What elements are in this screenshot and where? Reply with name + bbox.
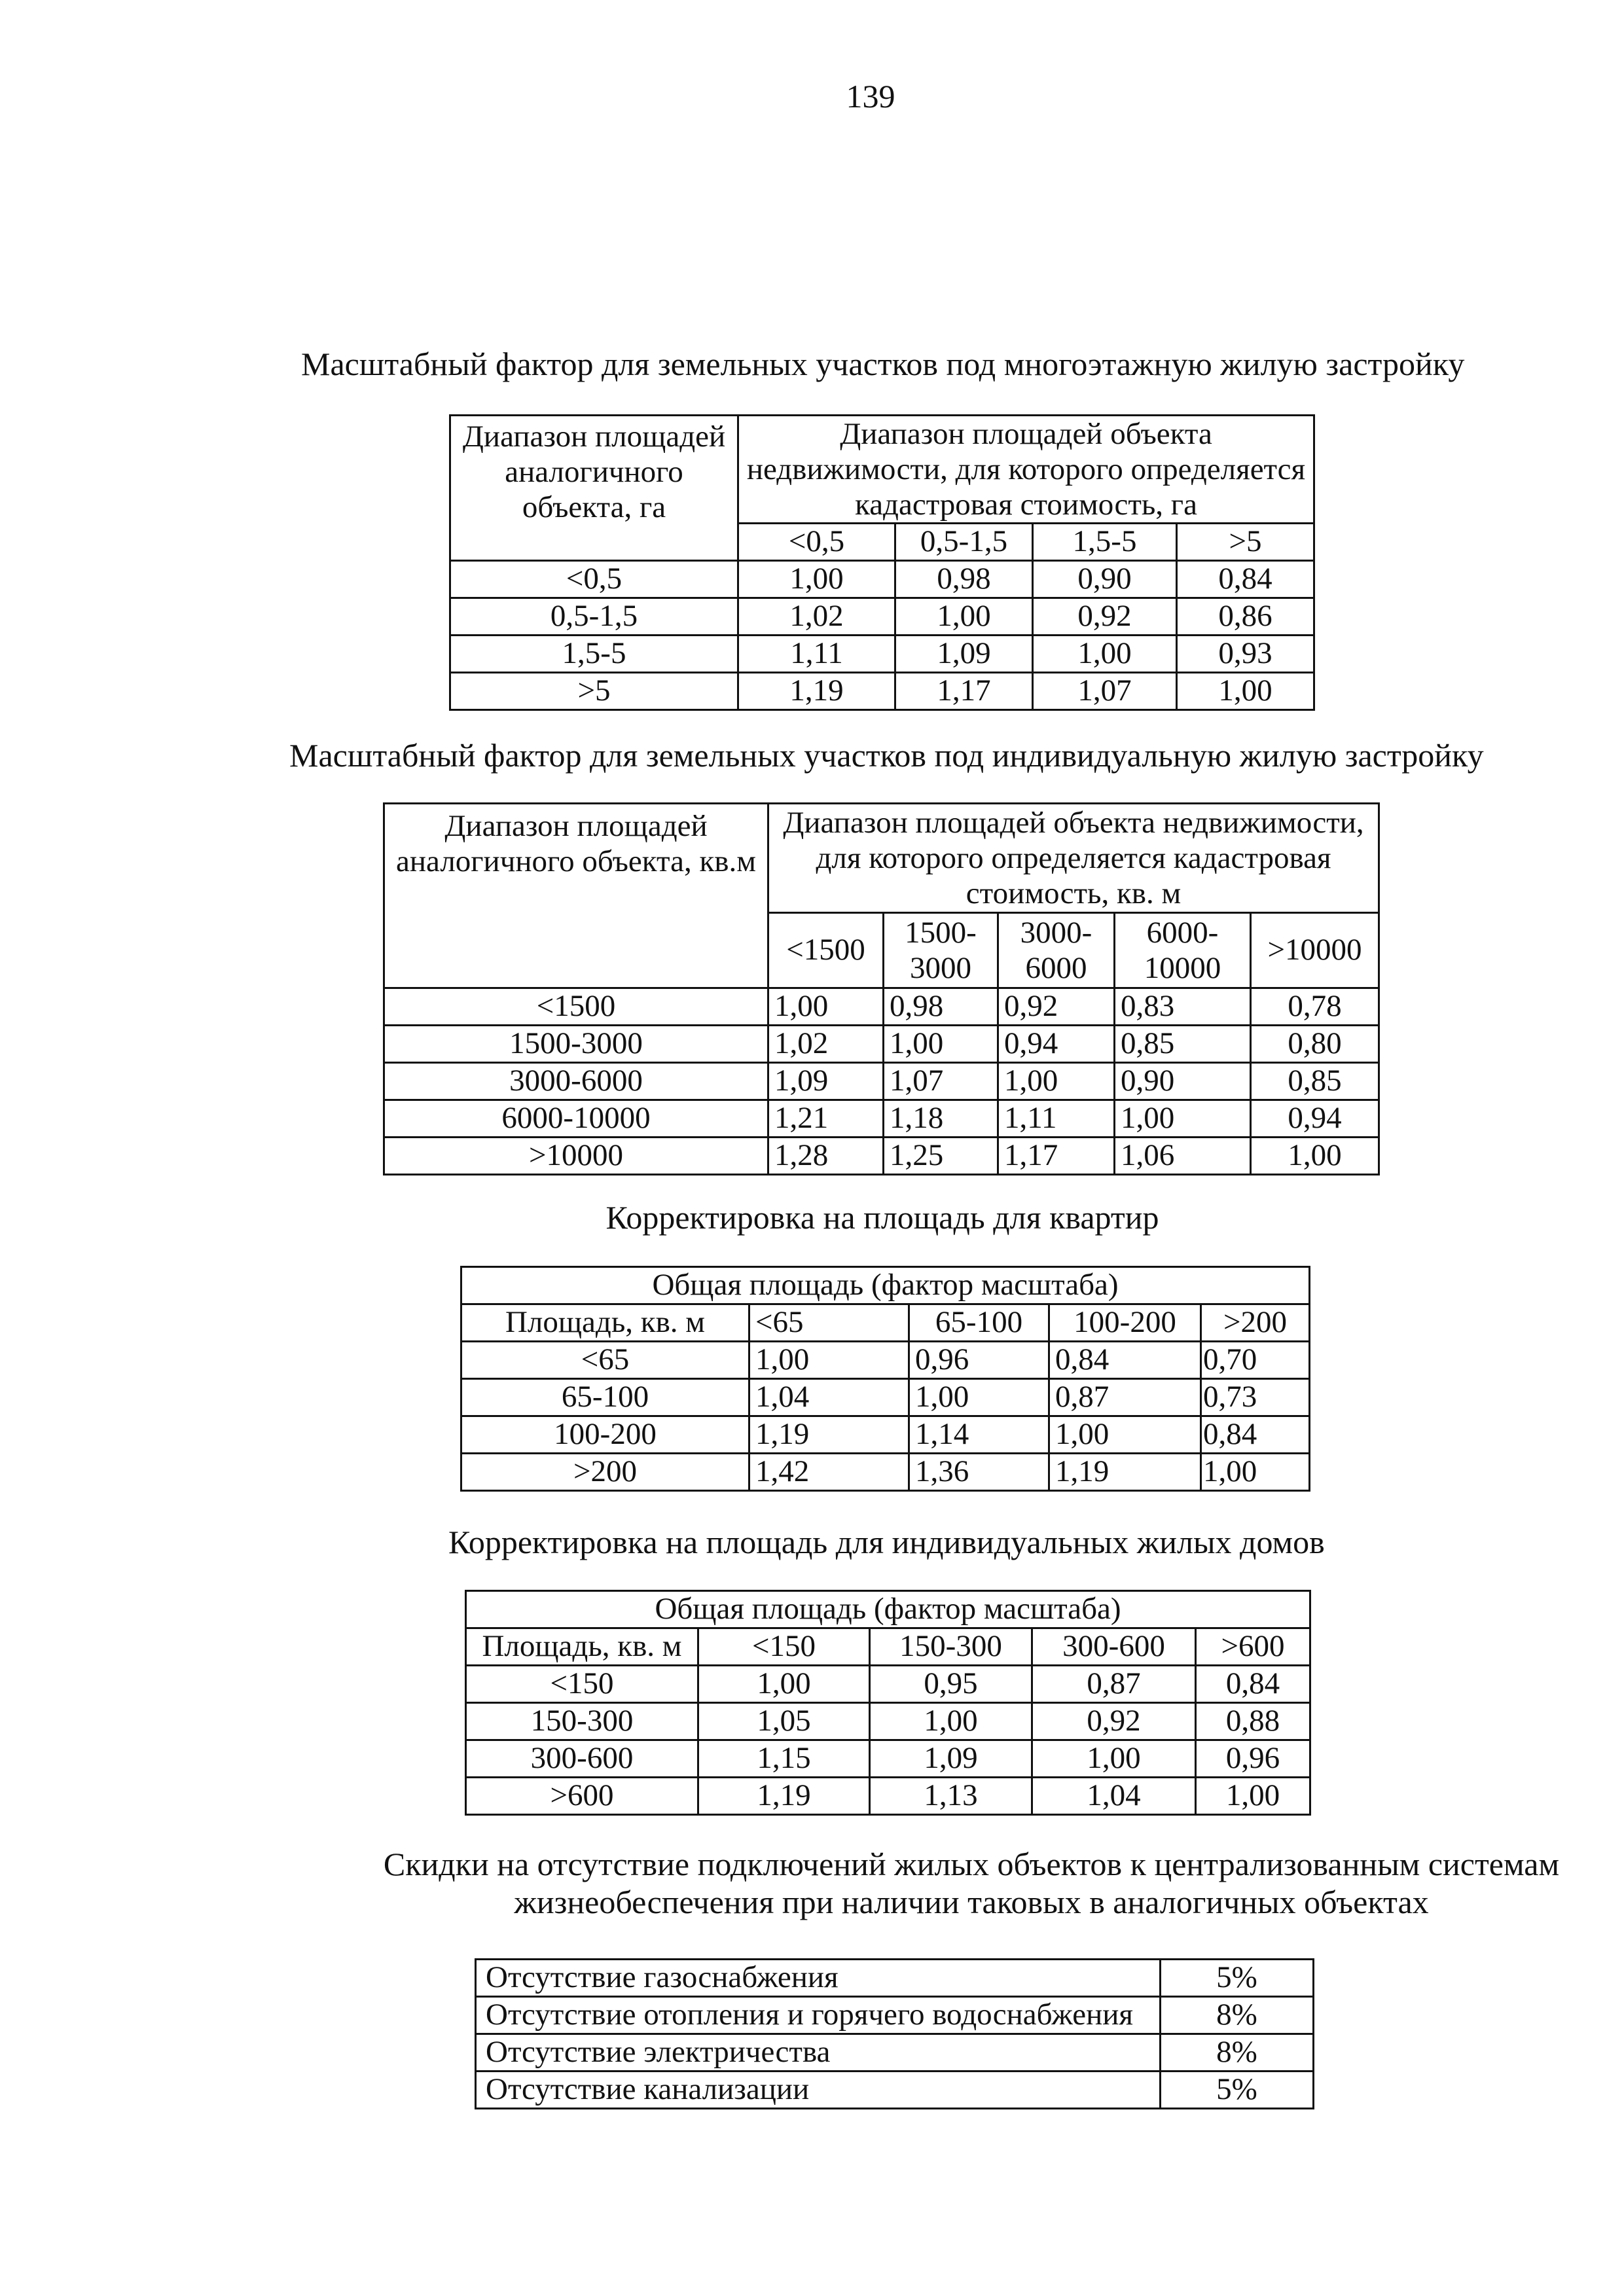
row-label: 1500-3000 (384, 1026, 768, 1063)
table1-col-header: >5 (1177, 524, 1314, 561)
table-cell: 1,09 (768, 1063, 884, 1100)
table4-col-header: <150 (698, 1628, 870, 1666)
table-cell: 1,21 (768, 1100, 884, 1138)
table-cell: 0,92 (1033, 598, 1177, 636)
table-cell: 0,90 (1033, 561, 1177, 598)
table4-col-header: >600 (1196, 1628, 1310, 1666)
table-cell: 1,00 (870, 1703, 1032, 1740)
table-row (461, 1342, 1310, 1379)
row-label: 65-100 (461, 1379, 749, 1416)
table-cell: 1,18 (884, 1100, 998, 1138)
table-cell: 1,04 (749, 1379, 909, 1416)
table-cell: 1,36 (909, 1454, 1049, 1491)
table2-land-individual (383, 802, 1380, 1175)
table-cell: 0,84 (1177, 561, 1314, 598)
table-cell: 0,70 (1201, 1342, 1310, 1379)
table-cell: 0,90 (1115, 1063, 1251, 1100)
table-cell: 1,02 (738, 598, 895, 636)
table-cell: 1,07 (1033, 673, 1177, 710)
table-cell: 1,00 (1115, 1100, 1251, 1138)
table-row (476, 2072, 1314, 2109)
table-cell: 1,17 (895, 673, 1033, 710)
table-cell: 1,00 (884, 1026, 998, 1063)
row-label: <65 (461, 1342, 749, 1379)
table-row (450, 636, 1314, 673)
table-cell: 0,80 (1251, 1026, 1379, 1063)
table3-caption: Корректировка на площадь для квартир (605, 1199, 1159, 1236)
table-cell: 1,00 (1177, 673, 1314, 710)
table-row (384, 1100, 1379, 1138)
table-cell: 0,94 (1251, 1100, 1379, 1138)
table-cell: 0,98 (884, 988, 998, 1026)
table3-col-header: >200 (1201, 1304, 1310, 1342)
table-cell: 0,84 (1049, 1342, 1201, 1379)
table3-col-header: <65 (749, 1304, 909, 1342)
row-label: <150 (466, 1666, 698, 1703)
table-cell: 1,02 (768, 1026, 884, 1063)
table-cell: 1,05 (698, 1703, 870, 1740)
table-row (461, 1416, 1310, 1454)
table-row (450, 561, 1314, 598)
table2-col-header: 6000-10000 (1115, 913, 1251, 988)
table-cell: 1,19 (698, 1778, 870, 1815)
table5-caption (0, 1846, 1624, 1921)
table-cell: 1,00 (1251, 1138, 1379, 1175)
table1-col-header: 0,5-1,5 (895, 524, 1033, 561)
table1-col-group-header: Диапазон площадей объекта недвижимости, для которого определяется кадастровая стоимость, га (738, 416, 1314, 524)
table-cell: 1,28 (768, 1138, 884, 1175)
table3-col-header: 65-100 (909, 1304, 1049, 1342)
table-row (466, 1666, 1310, 1703)
page-number: 139 (846, 78, 895, 115)
table-cell: 0,92 (998, 988, 1115, 1026)
table-row (450, 673, 1314, 710)
table3-col-header: 100-200 (1049, 1304, 1201, 1342)
table4-individual-houses (465, 1590, 1311, 1816)
table-row (466, 1703, 1310, 1740)
table-cell: 1,13 (870, 1778, 1032, 1815)
table-cell: 0,84 (1201, 1416, 1310, 1454)
table-cell: 0,85 (1115, 1026, 1251, 1063)
row-label: Отсутствие канализации (476, 2072, 1161, 2109)
table5-caption-line1: Скидки на отсутствие подключений жилых объектов к централизованным системам (383, 1846, 1560, 1882)
table-cell: 0,96 (1196, 1740, 1310, 1778)
table-cell: 1,00 (909, 1379, 1049, 1416)
table-cell: 0,88 (1196, 1703, 1310, 1740)
table4-caption: Корректировка на площадь для индивидуальных жилых домов (448, 1524, 1325, 1560)
table-cell: 1,19 (749, 1416, 909, 1454)
table-cell: 1,00 (768, 988, 884, 1026)
table-cell: 1,00 (749, 1342, 909, 1379)
table-cell: 5% (1161, 2072, 1314, 2109)
table-cell: 1,07 (884, 1063, 998, 1100)
table2-col-header: 1500-3000 (884, 913, 998, 988)
table1-row-header: Диапазон площадей аналогичного объекта, га (450, 416, 738, 561)
table-cell: 0,86 (1177, 598, 1314, 636)
table-cell: 8% (1161, 1997, 1314, 2034)
table4-row-header: Площадь, кв. м (466, 1628, 698, 1666)
table-cell: 0,85 (1251, 1063, 1379, 1100)
table-row (384, 1026, 1379, 1063)
table-cell: 1,25 (884, 1138, 998, 1175)
table-row (461, 1379, 1310, 1416)
table-row (384, 1063, 1379, 1100)
table-row (476, 2034, 1314, 2072)
table-row (476, 1960, 1314, 1997)
table-cell: 0,73 (1201, 1379, 1310, 1416)
table-cell: 1,11 (738, 636, 895, 673)
table-row (476, 1997, 1314, 2034)
table-cell: 1,00 (1032, 1740, 1196, 1778)
table1-caption: Масштабный фактор для земельных участков под многоэтажную жилую застройку (301, 346, 1465, 382)
table-cell: 1,00 (1049, 1416, 1201, 1454)
row-label: 1,5-5 (450, 636, 738, 673)
table2-caption: Масштабный фактор для земельных участков под индивидуальную жилую застройку (289, 737, 1484, 774)
table2-col-header: 3000-6000 (998, 913, 1115, 988)
table-cell: 0,78 (1251, 988, 1379, 1026)
row-label: <1500 (384, 988, 768, 1026)
row-label: >10000 (384, 1138, 768, 1175)
table-row (384, 1138, 1379, 1175)
table-cell: 0,87 (1032, 1666, 1196, 1703)
table5-caption-line2: жизнеобеспечения при наличии таковых в аналогичных объектах (514, 1883, 1429, 1920)
row-label: >200 (461, 1454, 749, 1491)
table-cell: 1,42 (749, 1454, 909, 1491)
row-label: >600 (466, 1778, 698, 1815)
row-label: <0,5 (450, 561, 738, 598)
row-label: 6000-10000 (384, 1100, 768, 1138)
table-cell: 0,94 (998, 1026, 1115, 1063)
table-cell: 1,15 (698, 1740, 870, 1778)
table3-row-header: Площадь, кв. м (461, 1304, 749, 1342)
table-cell: 1,00 (1201, 1454, 1310, 1491)
table-cell: 0,84 (1196, 1666, 1310, 1703)
table1-col-header: 1,5-5 (1033, 524, 1177, 561)
table-cell: 1,09 (895, 636, 1033, 673)
table4-col-header: 300-600 (1032, 1628, 1196, 1666)
row-label: Отсутствие газоснабжения (476, 1960, 1161, 1997)
table-cell: 1,14 (909, 1416, 1049, 1454)
table3-apartments (460, 1266, 1310, 1492)
table-row (461, 1454, 1310, 1491)
table-row (450, 598, 1314, 636)
table-cell: 1,04 (1032, 1778, 1196, 1815)
table-cell: 1,19 (1049, 1454, 1201, 1491)
table-cell: 0,95 (870, 1666, 1032, 1703)
table-cell: 1,00 (895, 598, 1033, 636)
table-cell: 0,93 (1177, 636, 1314, 673)
table-cell: 0,87 (1049, 1379, 1201, 1416)
table4-group-header: Общая площадь (фактор масштаба) (466, 1591, 1310, 1628)
table-cell: 1,00 (998, 1063, 1115, 1100)
table-cell: 1,06 (1115, 1138, 1251, 1175)
table-cell: 1,11 (998, 1100, 1115, 1138)
row-label: Отсутствие электричества (476, 2034, 1161, 2072)
row-label: >5 (450, 673, 738, 710)
table1-land-multistorey (449, 414, 1315, 711)
table-cell: 1,00 (1033, 636, 1177, 673)
table-cell: 1,00 (1196, 1778, 1310, 1815)
table-cell: 1,00 (738, 561, 895, 598)
table-cell: 0,98 (895, 561, 1033, 598)
table-cell: 5% (1161, 1960, 1314, 1997)
row-label: 3000-6000 (384, 1063, 768, 1100)
table2-col-header: >10000 (1251, 913, 1379, 988)
table2-col-group-header: Диапазон площадей объекта недвижимости, для которого определяется кадастровая стоимость, кв. м (768, 804, 1379, 913)
table-cell: 1,00 (698, 1666, 870, 1703)
table-cell: 1,17 (998, 1138, 1115, 1175)
table3-group-header: Общая площадь (фактор масштаба) (461, 1267, 1310, 1304)
table5-utility-discounts (475, 1958, 1314, 2109)
row-label: Отсутствие отопления и горячего водоснабжения (476, 1997, 1161, 2034)
table2-row-header: Диапазон площадей аналогичного объекта, кв.м (384, 804, 768, 988)
table-row (466, 1778, 1310, 1815)
table2-col-header: <1500 (768, 913, 884, 988)
table-cell: 0,92 (1032, 1703, 1196, 1740)
table-row (384, 988, 1379, 1026)
row-label: 150-300 (466, 1703, 698, 1740)
table-cell: 0,96 (909, 1342, 1049, 1379)
table4-col-header: 150-300 (870, 1628, 1032, 1666)
row-label: 300-600 (466, 1740, 698, 1778)
table-cell: 0,83 (1115, 988, 1251, 1026)
table-cell: 8% (1161, 2034, 1314, 2072)
row-label: 100-200 (461, 1416, 749, 1454)
table-cell: 1,19 (738, 673, 895, 710)
table-cell: 1,09 (870, 1740, 1032, 1778)
table1-col-header: <0,5 (738, 524, 895, 561)
row-label: 0,5-1,5 (450, 598, 738, 636)
table-row (466, 1740, 1310, 1778)
